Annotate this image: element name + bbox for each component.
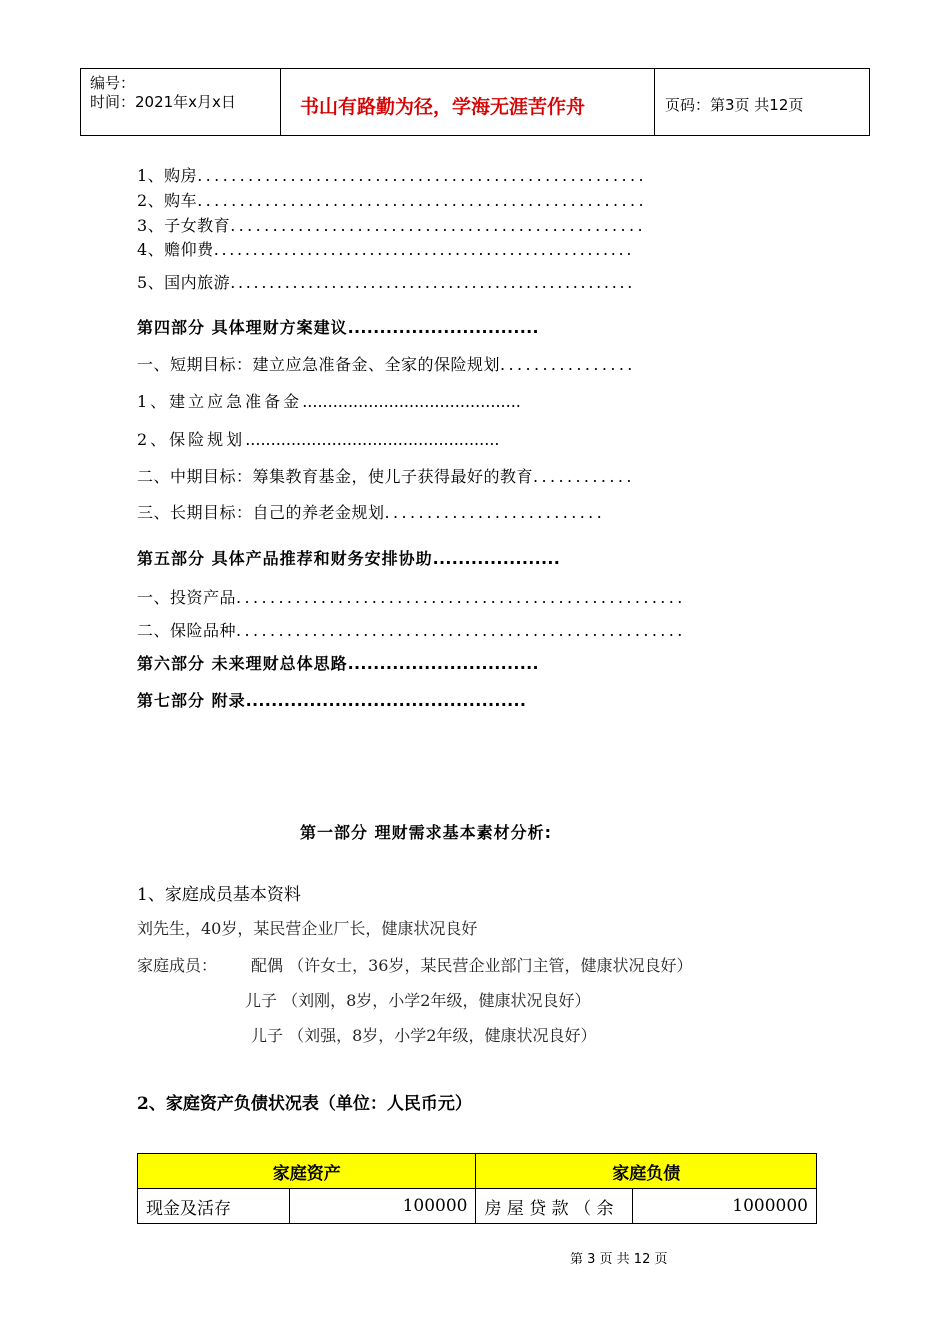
table-cell-liability-value: 1000000 xyxy=(633,1189,817,1224)
toc-item xyxy=(137,188,647,211)
toc-leader-dots: ..................................................... xyxy=(197,191,647,210)
toc-leader-dots: ..................................................... xyxy=(236,588,686,607)
toc-item xyxy=(137,270,635,293)
toc-item-label: 2、购车 xyxy=(137,191,198,210)
toc-leader-dots: .................... xyxy=(432,549,561,568)
header-divider xyxy=(869,68,870,135)
part-title: 第七部分 附录 xyxy=(137,691,246,710)
table-header-assets: 家庭资产 xyxy=(138,1154,476,1189)
part-title: 第五部分 具体产品推荐和财务安排协助 xyxy=(137,549,433,568)
family-member-spouse: 配偶 （许女士，36岁，某民营企业部门主管，健康状况良好） xyxy=(251,956,693,975)
header-number-label: 编号： xyxy=(90,74,136,92)
table-header-row xyxy=(138,1154,817,1189)
toc-item-label: 1、购房 xyxy=(137,166,198,185)
toc-item-label: 二、保险品种 xyxy=(137,621,237,640)
toc-item-label: 5、国内旅游 xyxy=(137,273,231,292)
toc-part4-heading xyxy=(137,315,539,338)
toc-part7-heading xyxy=(137,688,526,711)
toc-sub-item xyxy=(137,389,521,412)
section1-title: 1、家庭成员基本资料 xyxy=(137,885,301,905)
header-bottom-rule xyxy=(80,135,870,136)
toc-part6-heading xyxy=(137,651,539,674)
toc-leader-dots: ..................................................... xyxy=(197,166,647,185)
toc-part5-heading xyxy=(137,546,560,569)
table-row xyxy=(138,1189,817,1224)
toc-item-label: 3、子女教育 xyxy=(137,216,231,235)
table-cell-asset-name: 现金及活存 xyxy=(138,1189,290,1224)
part1-title: 第一部分 理财需求基本素材分析: xyxy=(300,823,552,842)
toc-leader-dots: ...................................................... xyxy=(213,240,635,259)
toc-leader-dots: .............................. xyxy=(347,318,539,337)
toc-goal-mid xyxy=(137,464,635,487)
table-cell-asset-value: 100000 xyxy=(289,1189,476,1224)
header-page-number: 页码：第3页 共12页 xyxy=(665,96,804,114)
toc-item-label: 4、赡仰费 xyxy=(137,240,214,259)
toc-leader-dots: ................................................. xyxy=(230,216,646,235)
toc-item xyxy=(137,237,634,260)
toc-item xyxy=(137,163,647,186)
section2-title: 2、家庭资产负债状况表（单位：人民币元） xyxy=(137,1094,472,1114)
header-motto: 书山有路勤为径，学海无涯苦作舟 xyxy=(300,96,586,118)
toc-item-label: 三、长期目标：自己的养老金规划 xyxy=(137,503,385,522)
header-top-rule xyxy=(80,68,870,69)
toc-item xyxy=(137,585,686,608)
toc-leader-dots: ........................................... xyxy=(302,392,521,411)
toc-sub-item xyxy=(137,427,499,450)
toc-leader-dots: .......................... xyxy=(384,503,606,522)
header-divider xyxy=(280,68,281,135)
header-divider xyxy=(654,68,655,135)
toc-goal-long xyxy=(137,500,605,523)
toc-leader-dots: ................ xyxy=(500,355,636,374)
toc-item-label: 一、短期目标：建立应急准备金、全家的保险规划 xyxy=(137,355,501,374)
header-divider xyxy=(80,68,81,135)
toc-item-label: 2、保险规划 xyxy=(137,430,246,449)
part-title: 第六部分 未来理财总体思路 xyxy=(137,654,348,673)
toc-leader-dots: .................................................. xyxy=(245,430,500,449)
family-members-label: 家庭成员： xyxy=(137,956,218,975)
toc-goal-short xyxy=(137,352,636,375)
toc-leader-dots: .............................. xyxy=(347,654,539,673)
header-date: 时间：2021年x月x日 xyxy=(90,93,236,111)
family-member-son: 儿子 （刘强，8岁，小学2年级，健康状况良好） xyxy=(251,1026,597,1045)
toc-leader-dots: .................................................... xyxy=(230,273,636,292)
page-footer: 第 3 页 共 12 页 xyxy=(570,1252,668,1267)
toc-leader-dots: ............................................ xyxy=(245,691,527,710)
toc-item-label: 二、中期目标：筹集教育基金，使儿子获得最好的教育 xyxy=(137,467,534,486)
family-line-main: 刘先生，40岁，某民营企业厂长，健康状况良好 xyxy=(137,919,478,938)
toc-item-label: 1、建立应急准备金 xyxy=(137,392,303,411)
toc-item xyxy=(137,618,686,641)
toc-leader-dots: ............ xyxy=(533,467,635,486)
part-title: 第四部分 具体理财方案建议 xyxy=(137,318,348,337)
toc-item xyxy=(137,213,646,236)
table-cell-liability-name: 房 屋 贷 款 （ 余 xyxy=(476,1189,633,1224)
table-header-liabilities: 家庭负债 xyxy=(476,1154,817,1189)
toc-item-label: 一、投资产品 xyxy=(137,588,237,607)
toc-leader-dots: ..................................................... xyxy=(236,621,686,640)
family-member-son: 儿子 （刘刚，8岁，小学2年级，健康状况良好） xyxy=(245,991,591,1010)
asset-liability-table xyxy=(137,1153,817,1224)
